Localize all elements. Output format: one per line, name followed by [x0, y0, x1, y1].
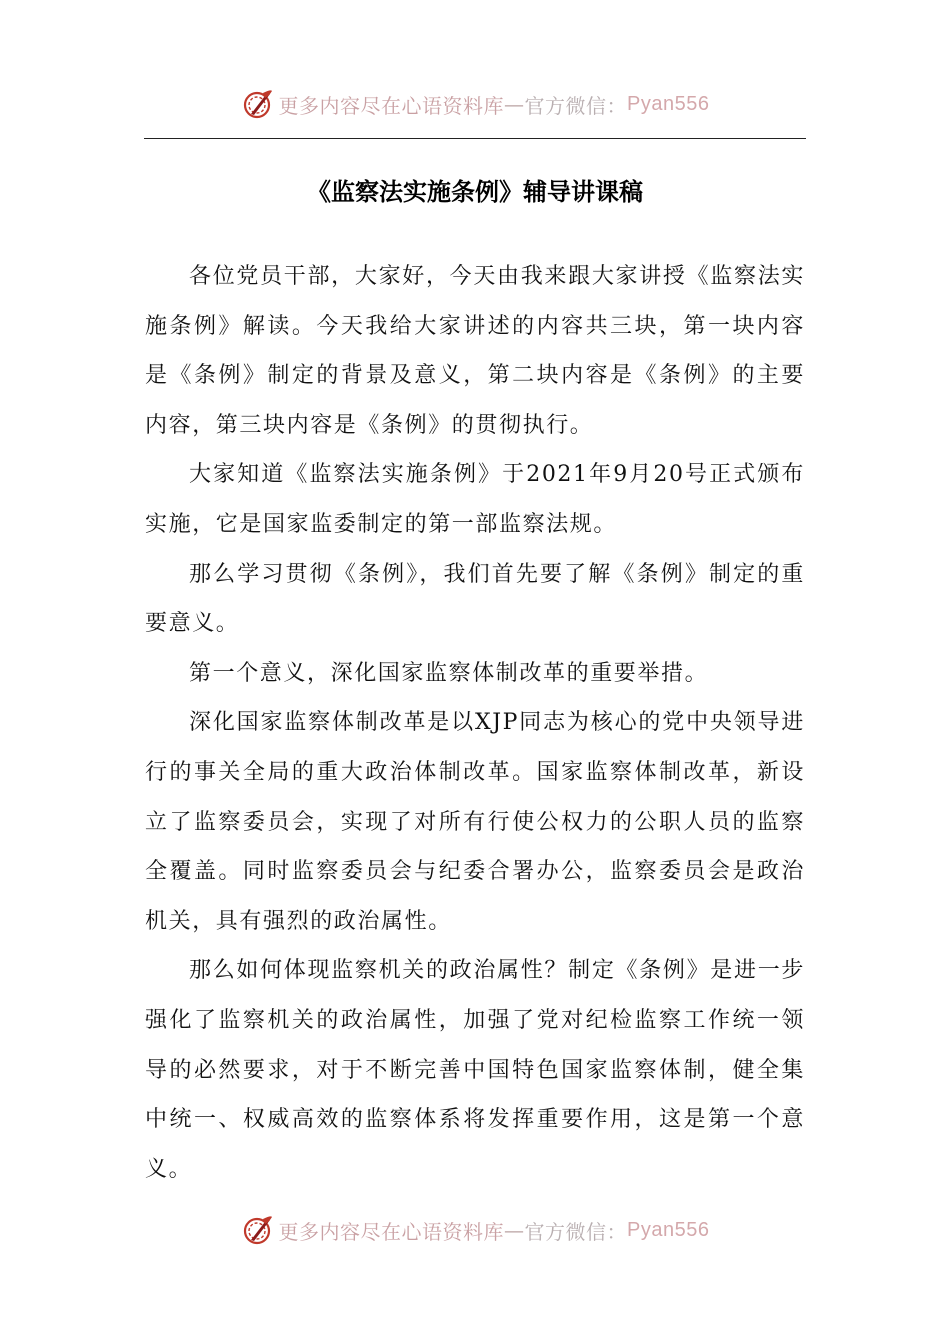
paragraph: 深化国家监察体制改革是以XJP同志为核心的党中央领导进行的事关全局的重大政治体制改革。国家监察体制改革，新设立了监察委员会，实现了对所有行使公权力的公职人员的监察全覆盖。同时监察委员会与纪委合署办公，监察委员会是政治机关，具有强烈的政治属性。	[145, 710, 805, 934]
footer-official-label: 官方微信：	[524, 1219, 628, 1244]
paragraph: 大家知道《监察法实施条例》于2021年9月20号正式颁布实施，它是国家监委制定的第一部监察法规。	[145, 462, 805, 537]
quill-pen-logo-icon	[241, 87, 275, 121]
paragraph: 那么如何体现监察机关的政治属性？制定《条例》是进一步强化了监察机关的政治属性，加强了党对纪检监察工作统一领导的必然要求，对于不断完善中国特色国家监察体制，健全集中统一、权威高效的监察体系将发挥重要作用，这是第一个意义。	[145, 958, 805, 1182]
paragraph: 第一个意义，深化国家监察体制改革的重要举措。	[189, 660, 709, 686]
header-separator: —	[504, 92, 525, 116]
paragraph: 各位党员干部，大家好，今天由我来跟大家讲授《监察法实施条例》解读。今天我给大家讲述的内容共三块，第一块内容是《条例》制定的背景及意义，第二块内容是《条例》的主要内容，第三块内容是《条例》的贯彻执行。	[145, 264, 805, 438]
document-title: 《监察法实施条例》辅导讲课稿	[307, 178, 643, 206]
footer-banner	[0, 1210, 950, 1250]
header-wechat-id: Pyan556	[627, 92, 710, 115]
footer-brand-text: 更多内容尽在心语资料库	[278, 1219, 505, 1244]
header-banner	[0, 84, 950, 124]
quill-pen-logo-icon	[241, 1213, 275, 1247]
header-brand-text: 更多内容尽在心语资料库	[278, 93, 505, 118]
footer-wechat-id: Pyan556	[627, 1218, 710, 1241]
paragraph: 那么学习贯彻《条例》，我们首先要了解《条例》制定的重要意义。	[145, 561, 805, 637]
footer-separator: —	[504, 1218, 525, 1242]
header-divider	[144, 138, 806, 139]
header-official-label: 官方微信：	[524, 93, 628, 118]
document-body	[145, 252, 805, 1194]
